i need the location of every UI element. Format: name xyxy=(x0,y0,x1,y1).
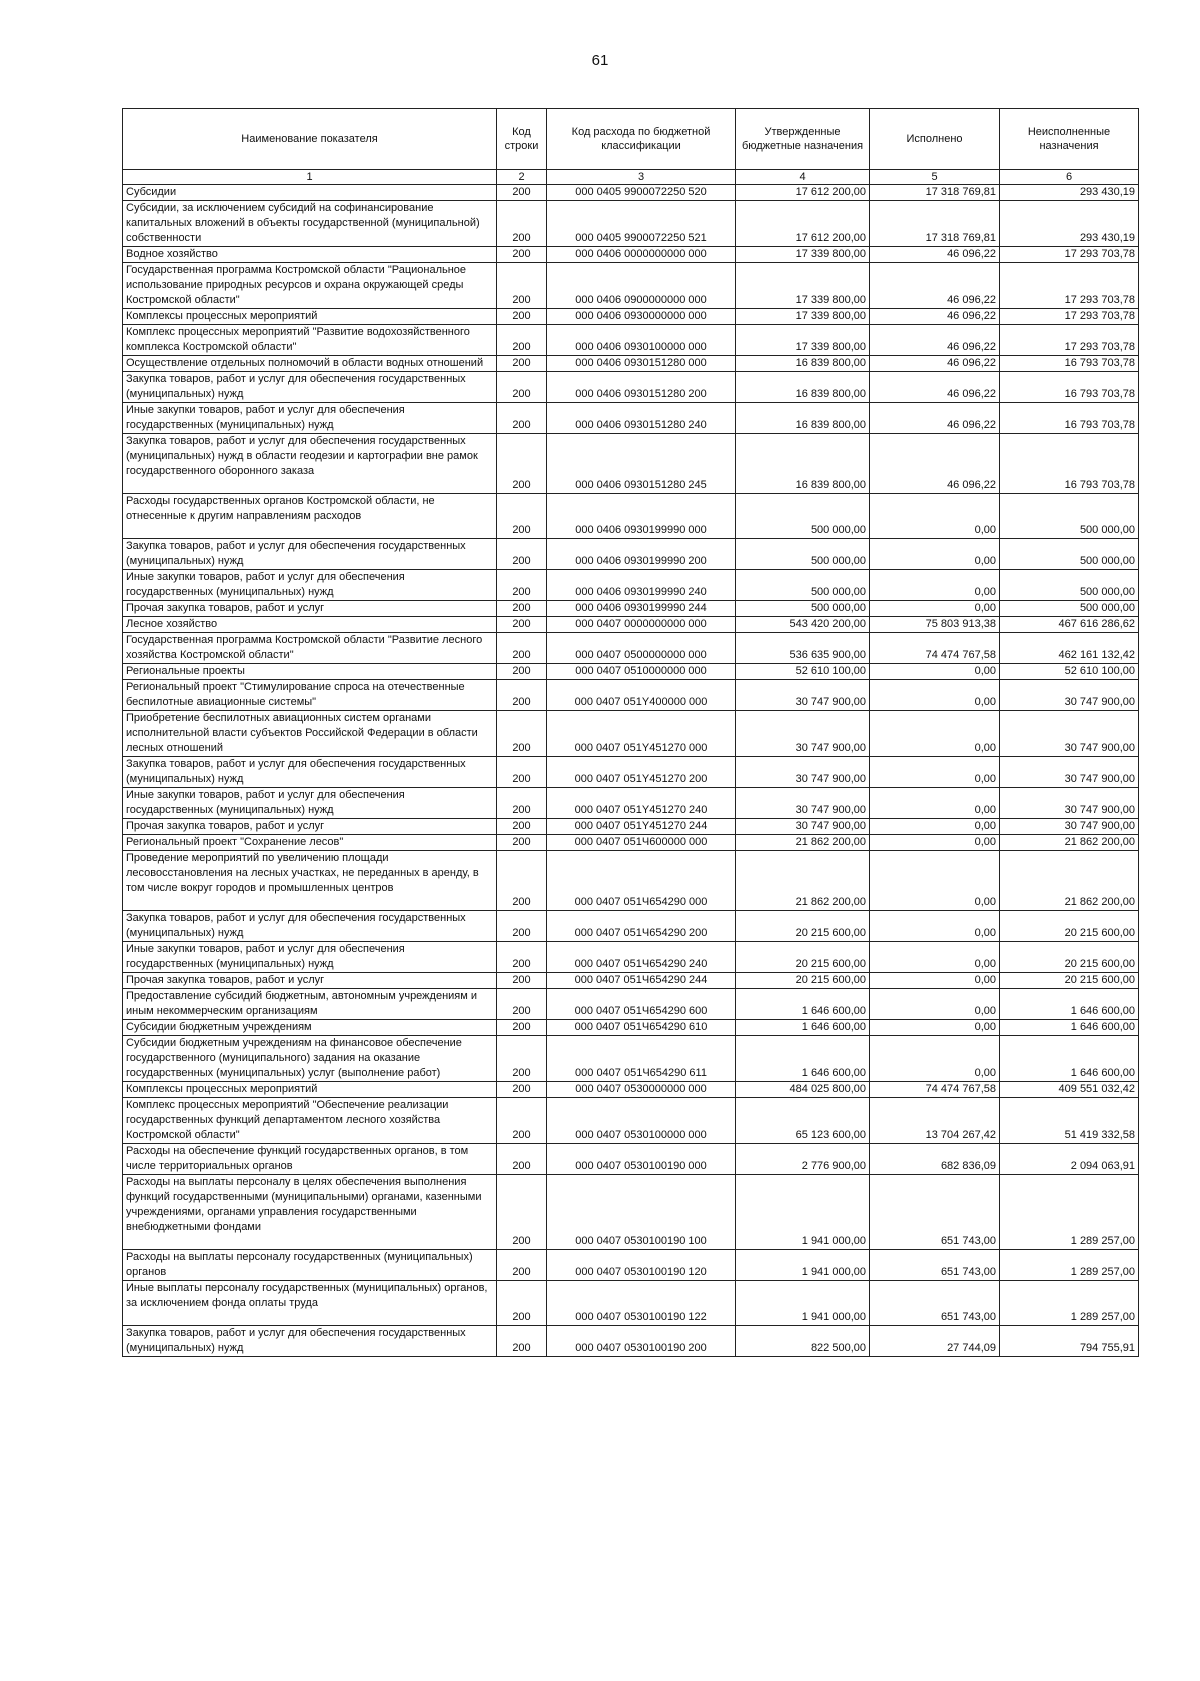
row-remaining-cell: 17 293 703,78 xyxy=(1000,247,1139,263)
row-code-cell: 200 xyxy=(497,1281,547,1326)
table-body xyxy=(123,185,1139,1357)
row-classification-cell: 000 0407 051Ч654290 600 xyxy=(547,989,736,1020)
table-row xyxy=(123,263,1139,309)
row-approved-cell: 500 000,00 xyxy=(736,539,870,570)
row-approved-cell: 30 747 900,00 xyxy=(736,711,870,757)
row-remaining-cell: 467 616 286,62 xyxy=(1000,617,1139,633)
row-name-cell: Закупка товаров, работ и услуг для обеспечения государственных (муниципальных) нужд в области геодезии и картографии вне рамок государственного оборонного заказа xyxy=(123,434,497,494)
row-code-cell: 200 xyxy=(497,680,547,711)
row-classification-cell: 000 0407 0000000000 000 xyxy=(547,617,736,633)
row-approved-cell: 17 612 200,00 xyxy=(736,201,870,247)
row-approved-cell: 1 646 600,00 xyxy=(736,1036,870,1082)
table-row xyxy=(123,1082,1139,1098)
table-row xyxy=(123,356,1139,372)
row-executed-cell: 46 096,22 xyxy=(870,356,1000,372)
row-classification-cell: 000 0407 0530100190 100 xyxy=(547,1175,736,1250)
header-cell: Неисполненные назначения xyxy=(1000,109,1139,170)
row-executed-cell: 651 743,00 xyxy=(870,1281,1000,1326)
table-row xyxy=(123,989,1139,1020)
row-executed-cell: 0,00 xyxy=(870,835,1000,851)
row-approved-cell: 17 339 800,00 xyxy=(736,325,870,356)
row-executed-cell: 13 704 267,42 xyxy=(870,1098,1000,1144)
table-row xyxy=(123,680,1139,711)
row-approved-cell: 30 747 900,00 xyxy=(736,819,870,835)
row-executed-cell: 75 803 913,38 xyxy=(870,617,1000,633)
table-row xyxy=(123,201,1139,247)
row-code-cell: 200 xyxy=(497,263,547,309)
row-executed-cell: 0,00 xyxy=(870,911,1000,942)
row-name-cell: Расходы на обеспечение функций государственных органов, в том числе территориальных органов xyxy=(123,1144,497,1175)
row-classification-cell: 000 0407 0530100190 200 xyxy=(547,1326,736,1357)
row-approved-cell: 1 646 600,00 xyxy=(736,1020,870,1036)
table-row xyxy=(123,711,1139,757)
row-classification-cell: 000 0407 051Y451270 200 xyxy=(547,757,736,788)
row-remaining-cell: 30 747 900,00 xyxy=(1000,788,1139,819)
header-cell: Утвержденные бюджетные назначения xyxy=(736,109,870,170)
row-name-cell: Иные закупки товаров, работ и услуг для обеспечения государственных (муниципальных) нужд xyxy=(123,942,497,973)
table-row xyxy=(123,570,1139,601)
row-classification-cell: 000 0406 0930151280 000 xyxy=(547,356,736,372)
header-index-cell: 1 xyxy=(123,170,497,185)
row-classification-cell: 000 0407 0530100000 000 xyxy=(547,1098,736,1144)
row-name-cell: Субсидии бюджетным учреждениям на финансовое обеспечение государственного (муниципального) задания на оказание государственных (муниципальных) услуг (выполнение работ) xyxy=(123,1036,497,1082)
row-name-cell: Региональный проект "Стимулирование спроса на отечественные беспилотные авиационные системы" xyxy=(123,680,497,711)
table-row xyxy=(123,434,1139,494)
row-code-cell: 200 xyxy=(497,617,547,633)
row-remaining-cell: 20 215 600,00 xyxy=(1000,973,1139,989)
row-approved-cell: 52 610 100,00 xyxy=(736,664,870,680)
header-index-cell: 3 xyxy=(547,170,736,185)
row-code-cell: 200 xyxy=(497,403,547,434)
row-classification-cell: 000 0407 051Y451270 244 xyxy=(547,819,736,835)
row-executed-cell: 46 096,22 xyxy=(870,263,1000,309)
row-code-cell: 200 xyxy=(497,1326,547,1357)
row-executed-cell: 0,00 xyxy=(870,680,1000,711)
row-code-cell: 200 xyxy=(497,1020,547,1036)
row-executed-cell: 651 743,00 xyxy=(870,1250,1000,1281)
row-approved-cell: 500 000,00 xyxy=(736,570,870,601)
row-executed-cell: 17 318 769,81 xyxy=(870,185,1000,201)
row-name-cell: Приобретение беспилотных авиационных систем органами исполнительной власти субъектов Российской Федерации в области лесных отношений xyxy=(123,711,497,757)
row-classification-cell: 000 0407 0530100190 122 xyxy=(547,1281,736,1326)
table-row xyxy=(123,1175,1139,1250)
row-executed-cell: 0,00 xyxy=(870,1020,1000,1036)
row-code-cell: 200 xyxy=(497,664,547,680)
row-code-cell: 200 xyxy=(497,942,547,973)
table-row xyxy=(123,1250,1139,1281)
row-name-cell: Комплексы процессных мероприятий xyxy=(123,309,497,325)
row-executed-cell: 17 318 769,81 xyxy=(870,201,1000,247)
row-approved-cell: 20 215 600,00 xyxy=(736,942,870,973)
row-executed-cell: 46 096,22 xyxy=(870,325,1000,356)
row-code-cell: 200 xyxy=(497,1250,547,1281)
row-code-cell: 200 xyxy=(497,633,547,664)
row-remaining-cell: 16 793 703,78 xyxy=(1000,403,1139,434)
table-row xyxy=(123,1020,1139,1036)
row-name-cell: Осуществление отдельных полномочий в области водных отношений xyxy=(123,356,497,372)
row-name-cell: Субсидии бюджетным учреждениям xyxy=(123,1020,497,1036)
row-executed-cell: 0,00 xyxy=(870,539,1000,570)
row-remaining-cell: 30 747 900,00 xyxy=(1000,680,1139,711)
row-name-cell: Прочая закупка товаров, работ и услуг xyxy=(123,819,497,835)
row-name-cell: Закупка товаров, работ и услуг для обеспечения государственных (муниципальных) нужд xyxy=(123,757,497,788)
row-executed-cell: 651 743,00 xyxy=(870,1175,1000,1250)
row-name-cell: Проведение мероприятий по увеличению площади лесовосстановления на лесных участках, не переданных в аренду, в том числе вокруг городов и промышленных центров xyxy=(123,851,497,911)
row-remaining-cell: 500 000,00 xyxy=(1000,570,1139,601)
table-row xyxy=(123,309,1139,325)
row-approved-cell: 1 941 000,00 xyxy=(736,1250,870,1281)
row-code-cell: 200 xyxy=(497,185,547,201)
table-row xyxy=(123,494,1139,539)
row-code-cell: 200 xyxy=(497,356,547,372)
row-remaining-cell: 1 646 600,00 xyxy=(1000,989,1139,1020)
row-remaining-cell: 17 293 703,78 xyxy=(1000,309,1139,325)
row-remaining-cell: 16 793 703,78 xyxy=(1000,434,1139,494)
row-remaining-cell: 20 215 600,00 xyxy=(1000,942,1139,973)
row-remaining-cell: 20 215 600,00 xyxy=(1000,911,1139,942)
row-classification-cell: 000 0406 0930151280 200 xyxy=(547,372,736,403)
table-row xyxy=(123,372,1139,403)
row-name-cell: Закупка товаров, работ и услуг для обеспечения государственных (муниципальных) нужд xyxy=(123,372,497,403)
row-approved-cell: 16 839 800,00 xyxy=(736,434,870,494)
row-remaining-cell: 500 000,00 xyxy=(1000,539,1139,570)
row-remaining-cell: 51 419 332,58 xyxy=(1000,1098,1139,1144)
row-code-cell: 200 xyxy=(497,711,547,757)
row-classification-cell: 000 0405 9900072250 521 xyxy=(547,201,736,247)
row-code-cell: 200 xyxy=(497,989,547,1020)
row-classification-cell: 000 0406 0900000000 000 xyxy=(547,263,736,309)
row-classification-cell: 000 0407 051Ч654290 240 xyxy=(547,942,736,973)
header-row xyxy=(123,109,1139,170)
row-executed-cell: 46 096,22 xyxy=(870,434,1000,494)
row-remaining-cell: 16 793 703,78 xyxy=(1000,356,1139,372)
row-code-cell: 200 xyxy=(497,372,547,403)
row-executed-cell: 0,00 xyxy=(870,570,1000,601)
row-name-cell: Лесное хозяйство xyxy=(123,617,497,633)
row-remaining-cell: 21 862 200,00 xyxy=(1000,851,1139,911)
row-executed-cell: 0,00 xyxy=(870,1036,1000,1082)
row-name-cell: Субсидии, за исключением субсидий на софинансирование капитальных вложений в объекты государственной (муниципальной) собственности xyxy=(123,201,497,247)
row-classification-cell: 000 0406 0930100000 000 xyxy=(547,325,736,356)
row-code-cell: 200 xyxy=(497,1036,547,1082)
row-approved-cell: 17 612 200,00 xyxy=(736,185,870,201)
row-classification-cell: 000 0406 0930151280 245 xyxy=(547,434,736,494)
row-executed-cell: 46 096,22 xyxy=(870,403,1000,434)
row-executed-cell: 74 474 767,58 xyxy=(870,633,1000,664)
row-classification-cell: 000 0407 0510000000 000 xyxy=(547,664,736,680)
row-approved-cell: 1 941 000,00 xyxy=(736,1175,870,1250)
row-executed-cell: 0,00 xyxy=(870,711,1000,757)
table-row xyxy=(123,664,1139,680)
row-remaining-cell: 1 289 257,00 xyxy=(1000,1175,1139,1250)
row-remaining-cell: 293 430,19 xyxy=(1000,201,1139,247)
row-executed-cell: 74 474 767,58 xyxy=(870,1082,1000,1098)
row-name-cell: Государственная программа Костромской области "Рациональное использование природных ресурсов и охрана окружающей среды Костромской области" xyxy=(123,263,497,309)
row-approved-cell: 484 025 800,00 xyxy=(736,1082,870,1098)
row-executed-cell: 0,00 xyxy=(870,819,1000,835)
row-name-cell: Субсидии xyxy=(123,185,497,201)
row-classification-cell: 000 0407 0500000000 000 xyxy=(547,633,736,664)
table-row xyxy=(123,851,1139,911)
table-row xyxy=(123,942,1139,973)
table-row xyxy=(123,819,1139,835)
row-approved-cell: 1 646 600,00 xyxy=(736,989,870,1020)
table-row xyxy=(123,1281,1139,1326)
row-approved-cell: 543 420 200,00 xyxy=(736,617,870,633)
row-classification-cell: 000 0407 051Y400000 000 xyxy=(547,680,736,711)
table-row xyxy=(123,247,1139,263)
row-classification-cell: 000 0407 051Ч654290 611 xyxy=(547,1036,736,1082)
row-name-cell: Региональный проект "Сохранение лесов" xyxy=(123,835,497,851)
row-executed-cell: 0,00 xyxy=(870,942,1000,973)
table-row xyxy=(123,788,1139,819)
row-name-cell: Иные закупки товаров, работ и услуг для обеспечения государственных (муниципальных) нужд xyxy=(123,570,497,601)
row-executed-cell: 27 744,09 xyxy=(870,1326,1000,1357)
row-code-cell: 200 xyxy=(497,494,547,539)
row-classification-cell: 000 0406 0930199990 000 xyxy=(547,494,736,539)
table-row xyxy=(123,835,1139,851)
row-code-cell: 200 xyxy=(497,973,547,989)
row-classification-cell: 000 0407 051Ч654290 244 xyxy=(547,973,736,989)
row-code-cell: 200 xyxy=(497,201,547,247)
row-classification-cell: 000 0407 051Y451270 240 xyxy=(547,788,736,819)
row-executed-cell: 46 096,22 xyxy=(870,309,1000,325)
row-classification-cell: 000 0406 0930199990 200 xyxy=(547,539,736,570)
row-approved-cell: 30 747 900,00 xyxy=(736,757,870,788)
header-index-cell: 5 xyxy=(870,170,1000,185)
row-classification-cell: 000 0406 0930151280 240 xyxy=(547,403,736,434)
header-cell: Код расхода по бюджетной классификации xyxy=(547,109,736,170)
row-remaining-cell: 293 430,19 xyxy=(1000,185,1139,201)
row-classification-cell: 000 0407 051Ч654290 000 xyxy=(547,851,736,911)
row-name-cell: Комплекс процессных мероприятий "Обеспечение реализации государственных функций департаментом лесного хозяйства Костромской области" xyxy=(123,1098,497,1144)
row-remaining-cell: 2 094 063,91 xyxy=(1000,1144,1139,1175)
row-classification-cell: 000 0406 0930000000 000 xyxy=(547,309,736,325)
row-name-cell: Закупка товаров, работ и услуг для обеспечения государственных (муниципальных) нужд xyxy=(123,911,497,942)
row-approved-cell: 21 862 200,00 xyxy=(736,851,870,911)
row-name-cell: Расходы государственных органов Костромской области, не отнесенные к другим направлениям расходов xyxy=(123,494,497,539)
table-row xyxy=(123,403,1139,434)
row-remaining-cell: 30 747 900,00 xyxy=(1000,819,1139,835)
row-executed-cell: 0,00 xyxy=(870,601,1000,617)
row-code-cell: 200 xyxy=(497,570,547,601)
row-approved-cell: 16 839 800,00 xyxy=(736,372,870,403)
header-index-cell: 2 xyxy=(497,170,547,185)
row-classification-cell: 000 0407 0530100190 120 xyxy=(547,1250,736,1281)
row-code-cell: 200 xyxy=(497,1144,547,1175)
row-classification-cell: 000 0406 0930199990 240 xyxy=(547,570,736,601)
table-row xyxy=(123,617,1139,633)
row-code-cell: 200 xyxy=(497,309,547,325)
row-remaining-cell: 500 000,00 xyxy=(1000,494,1139,539)
row-name-cell: Иные выплаты персоналу государственных (муниципальных) органов, за исключением фонда оплаты труда xyxy=(123,1281,497,1326)
row-code-cell: 200 xyxy=(497,1175,547,1250)
row-remaining-cell: 1 289 257,00 xyxy=(1000,1250,1139,1281)
row-executed-cell: 46 096,22 xyxy=(870,247,1000,263)
row-executed-cell: 0,00 xyxy=(870,788,1000,819)
row-approved-cell: 822 500,00 xyxy=(736,1326,870,1357)
row-code-cell: 200 xyxy=(497,757,547,788)
header-cell: Код строки xyxy=(497,109,547,170)
row-name-cell: Иные закупки товаров, работ и услуг для обеспечения государственных (муниципальных) нужд xyxy=(123,788,497,819)
row-code-cell: 200 xyxy=(497,788,547,819)
table-row xyxy=(123,1326,1139,1357)
header-index-row xyxy=(123,170,1139,185)
row-approved-cell: 536 635 900,00 xyxy=(736,633,870,664)
budget-execution-table xyxy=(122,108,1139,1357)
row-classification-cell: 000 0407 051Ч600000 000 xyxy=(547,835,736,851)
row-approved-cell: 17 339 800,00 xyxy=(736,263,870,309)
row-classification-cell: 000 0405 9900072250 520 xyxy=(547,185,736,201)
row-remaining-cell: 17 293 703,78 xyxy=(1000,263,1139,309)
row-name-cell: Иные закупки товаров, работ и услуг для обеспечения государственных (муниципальных) нужд xyxy=(123,403,497,434)
row-name-cell: Закупка товаров, работ и услуг для обеспечения государственных (муниципальных) нужд xyxy=(123,1326,497,1357)
row-code-cell: 200 xyxy=(497,851,547,911)
row-executed-cell: 0,00 xyxy=(870,757,1000,788)
table-row xyxy=(123,633,1139,664)
row-code-cell: 200 xyxy=(497,539,547,570)
row-name-cell: Комплексы процессных мероприятий xyxy=(123,1082,497,1098)
row-code-cell: 200 xyxy=(497,1082,547,1098)
row-approved-cell: 17 339 800,00 xyxy=(736,247,870,263)
row-name-cell: Закупка товаров, работ и услуг для обеспечения государственных (муниципальных) нужд xyxy=(123,539,497,570)
row-approved-cell: 17 339 800,00 xyxy=(736,309,870,325)
row-name-cell: Водное хозяйство xyxy=(123,247,497,263)
row-approved-cell: 20 215 600,00 xyxy=(736,973,870,989)
row-approved-cell: 20 215 600,00 xyxy=(736,911,870,942)
row-executed-cell: 682 836,09 xyxy=(870,1144,1000,1175)
row-executed-cell: 0,00 xyxy=(870,494,1000,539)
row-code-cell: 200 xyxy=(497,325,547,356)
row-classification-cell: 000 0406 0930199990 244 xyxy=(547,601,736,617)
row-executed-cell: 0,00 xyxy=(870,851,1000,911)
row-executed-cell: 46 096,22 xyxy=(870,372,1000,403)
row-code-cell: 200 xyxy=(497,835,547,851)
row-approved-cell: 30 747 900,00 xyxy=(736,680,870,711)
row-name-cell: Региональные проекты xyxy=(123,664,497,680)
row-remaining-cell: 1 646 600,00 xyxy=(1000,1036,1139,1082)
row-remaining-cell: 52 610 100,00 xyxy=(1000,664,1139,680)
row-classification-cell: 000 0407 051Y451270 000 xyxy=(547,711,736,757)
row-remaining-cell: 500 000,00 xyxy=(1000,601,1139,617)
row-classification-cell: 000 0407 051Ч654290 200 xyxy=(547,911,736,942)
row-name-cell: Прочая закупка товаров, работ и услуг xyxy=(123,973,497,989)
row-remaining-cell: 30 747 900,00 xyxy=(1000,711,1139,757)
row-approved-cell: 65 123 600,00 xyxy=(736,1098,870,1144)
row-code-cell: 200 xyxy=(497,819,547,835)
row-code-cell: 200 xyxy=(497,601,547,617)
row-approved-cell: 500 000,00 xyxy=(736,601,870,617)
row-approved-cell: 2 776 900,00 xyxy=(736,1144,870,1175)
table-row xyxy=(123,911,1139,942)
row-code-cell: 200 xyxy=(497,434,547,494)
header-cell: Исполнено xyxy=(870,109,1000,170)
row-remaining-cell: 17 293 703,78 xyxy=(1000,325,1139,356)
row-executed-cell: 0,00 xyxy=(870,973,1000,989)
row-remaining-cell: 409 551 032,42 xyxy=(1000,1082,1139,1098)
row-remaining-cell: 21 862 200,00 xyxy=(1000,835,1139,851)
row-approved-cell: 30 747 900,00 xyxy=(736,788,870,819)
header-index-cell: 6 xyxy=(1000,170,1139,185)
row-remaining-cell: 16 793 703,78 xyxy=(1000,372,1139,403)
row-approved-cell: 16 839 800,00 xyxy=(736,403,870,434)
row-classification-cell: 000 0407 0530100190 000 xyxy=(547,1144,736,1175)
row-approved-cell: 21 862 200,00 xyxy=(736,835,870,851)
header-index-cell: 4 xyxy=(736,170,870,185)
row-remaining-cell: 1 289 257,00 xyxy=(1000,1281,1139,1326)
row-remaining-cell: 30 747 900,00 xyxy=(1000,757,1139,788)
row-name-cell: Предоставление субсидий бюджетным, автономным учреждениям и иным некоммерческим организациям xyxy=(123,989,497,1020)
row-name-cell: Комплекс процессных мероприятий "Развитие водохозяйственного комплекса Костромской области" xyxy=(123,325,497,356)
page-number: 61 xyxy=(591,52,609,69)
header-cell: Наименование показателя xyxy=(123,109,497,170)
row-executed-cell: 0,00 xyxy=(870,664,1000,680)
row-approved-cell: 16 839 800,00 xyxy=(736,356,870,372)
row-code-cell: 200 xyxy=(497,1098,547,1144)
row-remaining-cell: 1 646 600,00 xyxy=(1000,1020,1139,1036)
row-code-cell: 200 xyxy=(497,247,547,263)
table-row xyxy=(123,1036,1139,1082)
table-row xyxy=(123,1144,1139,1175)
row-remaining-cell: 462 161 132,42 xyxy=(1000,633,1139,664)
row-name-cell: Расходы на выплаты персоналу государственных (муниципальных) органов xyxy=(123,1250,497,1281)
table-row xyxy=(123,325,1139,356)
row-classification-cell: 000 0407 051Ч654290 610 xyxy=(547,1020,736,1036)
row-code-cell: 200 xyxy=(497,911,547,942)
table-row xyxy=(123,973,1139,989)
table-row xyxy=(123,757,1139,788)
table-row xyxy=(123,185,1139,201)
table-header xyxy=(123,109,1139,185)
row-approved-cell: 500 000,00 xyxy=(736,494,870,539)
row-name-cell: Прочая закупка товаров, работ и услуг xyxy=(123,601,497,617)
table-row xyxy=(123,601,1139,617)
row-executed-cell: 0,00 xyxy=(870,989,1000,1020)
row-classification-cell: 000 0407 0530000000 000 xyxy=(547,1082,736,1098)
row-remaining-cell: 794 755,91 xyxy=(1000,1326,1139,1357)
row-approved-cell: 1 941 000,00 xyxy=(736,1281,870,1326)
row-name-cell: Государственная программа Костромской области "Развитие лесного хозяйства Костромской области" xyxy=(123,633,497,664)
row-name-cell: Расходы на выплаты персоналу в целях обеспечения выполнения функций государственными (муниципальными) органами, казенными учреждениями, органами управления государственными внебюджетными фондами xyxy=(123,1175,497,1250)
table-row xyxy=(123,539,1139,570)
table-row xyxy=(123,1098,1139,1144)
row-classification-cell: 000 0406 0000000000 000 xyxy=(547,247,736,263)
